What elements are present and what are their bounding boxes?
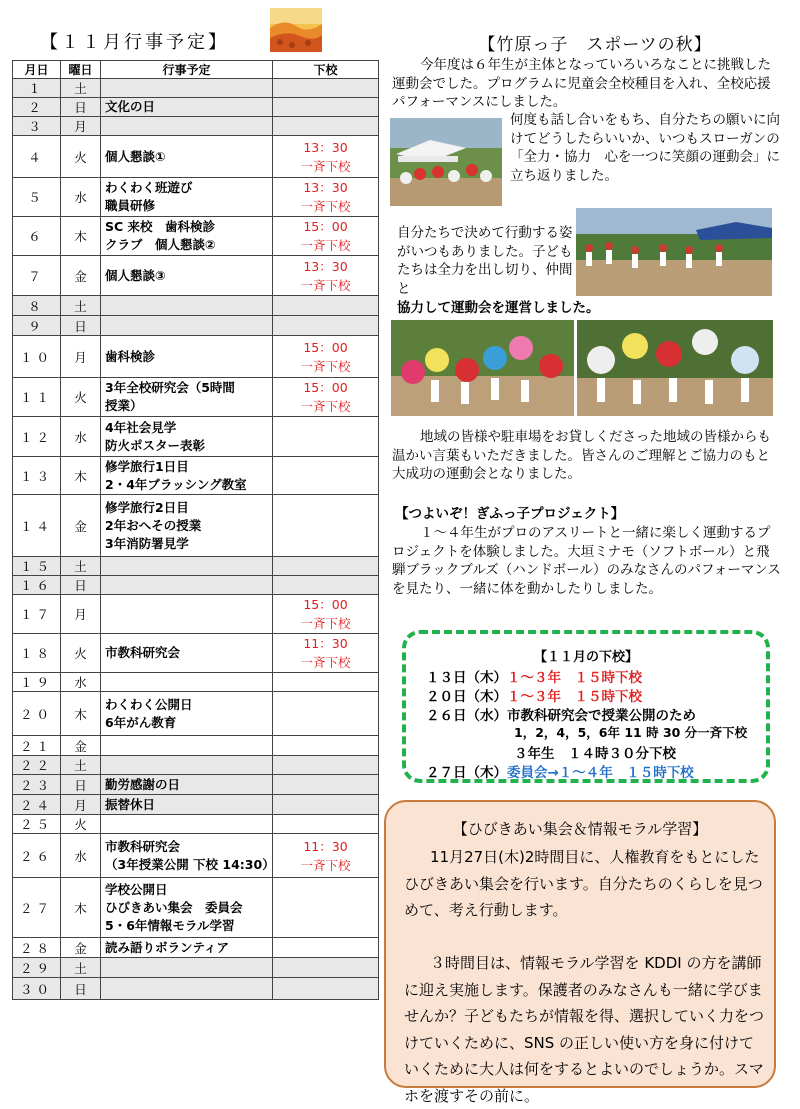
schedule-row: [13, 336, 379, 378]
row-dow: 月: [61, 336, 101, 378]
event-line: 3年全校研究会（5時間: [105, 380, 235, 395]
row-dismissal: [273, 673, 379, 692]
dismissal-line: 13：30: [303, 258, 348, 274]
row-dismissal: [273, 296, 379, 316]
event-line: 修学旅行2日目: [105, 499, 189, 515]
schedule-row: [13, 692, 379, 736]
sports-day-photo-field: [576, 208, 772, 296]
row-dismissal: [273, 576, 379, 595]
row-day: ２５: [13, 815, 61, 834]
row-dow: 火: [61, 378, 101, 417]
dismissal-line-27: [426, 761, 694, 781]
gifu-project-title: 【つよいぞ！ぎふっ子プロジェクト】: [395, 506, 625, 522]
schedule-body: [13, 79, 379, 1000]
sports-paragraph-intro: 今年度は６年生が主体となっていろいろなことに挑戦した運動会でした。プログラムに児童会全校種目を入れ、全校応援パフォーマンスにしました。: [392, 57, 771, 110]
schedule-row: [13, 795, 379, 815]
row-day: ５: [13, 178, 61, 217]
schedule-row: [13, 98, 379, 117]
header-dow: 曜日: [61, 61, 101, 79]
dismissal-note-13: １～３年 １５時下校: [507, 670, 642, 686]
row-day: ８: [13, 296, 61, 316]
row-event: [101, 178, 273, 217]
row-dismissal: [273, 557, 379, 576]
schedule-row: [13, 673, 379, 692]
row-dow: 土: [61, 557, 101, 576]
row-dow: 水: [61, 673, 101, 692]
row-dismissal: [273, 756, 379, 775]
row-day: ２: [13, 98, 61, 117]
row-event: [101, 834, 273, 878]
schedule-row: [13, 634, 379, 673]
schedule-row: [13, 378, 379, 417]
row-dow: 木: [61, 217, 101, 256]
event-line: 2年おへその授業: [105, 517, 202, 533]
dismissal-line: 一斉下校: [300, 199, 351, 214]
dismissal-date-27: ２７日（木）: [426, 765, 507, 781]
row-dismissal: [273, 79, 379, 98]
dismissal-line-26-third: ３年生 １４時３０分下校: [514, 746, 676, 762]
row-event: [101, 336, 273, 378]
row-event: [101, 815, 273, 834]
event-line: 個人懇談③: [105, 267, 166, 283]
dismissal-line: 一斉下校: [300, 358, 351, 374]
row-day: １６: [13, 576, 61, 595]
row-dow: 水: [61, 178, 101, 217]
row-day: ２２: [13, 756, 61, 775]
row-event: [101, 878, 273, 938]
row-dow: 土: [61, 296, 101, 316]
row-dismissal: [273, 595, 379, 634]
row-day: １５: [13, 557, 61, 576]
row-dow: 日: [61, 98, 101, 117]
row-dismissal: [273, 878, 379, 938]
event-line: ひびきあい集会 委員会: [105, 899, 243, 915]
schedule-row: [13, 834, 379, 878]
event-line: 職員研修: [105, 198, 156, 213]
row-dismissal: [273, 958, 379, 978]
row-day: ７: [13, 256, 61, 296]
dismissal-line: 一斉下校: [300, 857, 351, 873]
event-line: 修学旅行1日目: [105, 458, 189, 474]
event-line: 2・4年ブラッシング教室: [105, 476, 247, 492]
dismissal-date-20: ２０日（木）: [426, 689, 507, 705]
row-day: １９: [13, 673, 61, 692]
dismissal-line: 15：00: [303, 597, 348, 612]
dismissal-line: 一斉下校: [300, 399, 351, 414]
schedule-row: [13, 256, 379, 296]
row-dismissal: [273, 495, 379, 557]
header-event: 行事予定: [101, 61, 273, 79]
row-dow: 日: [61, 978, 101, 1000]
sports-paragraph-discussion: 何度も話し合いをもち、自分たちの願いに向けてどうしたらいいか、いつもスローガンの「全力・協力 心を一つに笑顔の運動会」に立ち返りました。: [510, 112, 780, 184]
row-dismissal: [273, 815, 379, 834]
row-dismissal: [273, 736, 379, 756]
dismissal-line: 15：00: [303, 380, 348, 395]
row-dow: 土: [61, 958, 101, 978]
row-event: [101, 117, 273, 136]
schedule-row: [13, 316, 379, 336]
schedule-row: [13, 958, 379, 978]
row-day: ２４: [13, 795, 61, 815]
event-line: クラブ 個人懇談②: [105, 237, 216, 252]
schedule-row: [13, 495, 379, 557]
row-event: [101, 495, 273, 557]
event-line: 5・6年情報モラル学習: [105, 917, 235, 933]
event-line: わくわく公開日: [105, 696, 193, 712]
schedule-row: [13, 775, 379, 795]
event-line: 勤労感謝の日: [105, 776, 181, 792]
schedule-row: [13, 136, 379, 178]
row-day: ２０: [13, 692, 61, 736]
row-day: １８: [13, 634, 61, 673]
header-day: 月日: [13, 61, 61, 79]
row-dismissal: [273, 256, 379, 296]
row-dow: 月: [61, 795, 101, 815]
dismissal-line: 一斉下校: [300, 655, 351, 670]
row-day: １０: [13, 336, 61, 378]
sports-paragraph-cooperation: 協力して運動会を運営しました。: [397, 300, 600, 316]
row-day: １３: [13, 457, 61, 495]
row-event: [101, 775, 273, 795]
row-dow: 金: [61, 736, 101, 756]
row-dismissal: [273, 117, 379, 136]
schedule-title: 【１１月行事予定】: [40, 32, 229, 53]
row-dismissal: [273, 417, 379, 457]
dismissal-line: 一斉下校: [300, 238, 351, 253]
row-day: ２９: [13, 958, 61, 978]
row-dow: 土: [61, 756, 101, 775]
dismissal-note-20: １～３年 １５時下校: [507, 689, 642, 705]
schedule-row: [13, 117, 379, 136]
row-event: [101, 557, 273, 576]
row-day: １２: [13, 417, 61, 457]
row-event: [101, 296, 273, 316]
row-day: ２８: [13, 938, 61, 958]
event-line: SC 来校 歯科検診: [105, 219, 216, 234]
schedule-table: [12, 60, 379, 1000]
row-event: [101, 673, 273, 692]
schedule-row: [13, 79, 379, 98]
event-line: 4年社会見学: [105, 419, 177, 435]
row-dismissal: [273, 692, 379, 736]
schedule-row: [13, 736, 379, 756]
schedule-row: [13, 878, 379, 938]
row-event: [101, 595, 273, 634]
row-event: [101, 978, 273, 1000]
row-dismissal: [273, 834, 379, 878]
row-dismissal: [273, 938, 379, 958]
schedule-row: [13, 217, 379, 256]
row-dow: 月: [61, 117, 101, 136]
row-day: ２３: [13, 775, 61, 795]
row-dismissal: [273, 457, 379, 495]
event-line: 授業）: [105, 398, 143, 413]
schedule-row: [13, 815, 379, 834]
row-dismissal: [273, 978, 379, 1000]
event-line: 防火ポスター表彰: [105, 437, 206, 453]
dismissal-line-26-grades: 1，2，4，5，6年 11 時 30 分一斉下校: [514, 725, 748, 740]
row-day: ３: [13, 117, 61, 136]
row-day: １: [13, 79, 61, 98]
event-line: 学校公開日: [105, 881, 168, 897]
row-dow: 火: [61, 815, 101, 834]
row-dismissal: [273, 98, 379, 117]
event-line: 個人懇談①: [105, 148, 166, 164]
row-event: [101, 692, 273, 736]
row-event: [101, 378, 273, 417]
dismissal-line: 一斉下校: [300, 277, 351, 293]
row-dow: 日: [61, 576, 101, 595]
row-dow: 金: [61, 495, 101, 557]
row-event: [101, 958, 273, 978]
row-dow: 日: [61, 775, 101, 795]
schedule-row: [13, 576, 379, 595]
event-line: わくわく班遊び: [105, 180, 193, 195]
hibikiai-event-box: [384, 800, 776, 1105]
row-dismissal: [273, 634, 379, 673]
schedule-row: [13, 938, 379, 958]
row-event: [101, 576, 273, 595]
row-day: ２７: [13, 878, 61, 938]
row-event: [101, 316, 273, 336]
row-day: ２１: [13, 736, 61, 756]
row-dow: 火: [61, 136, 101, 178]
event-line: 文化の日: [105, 99, 156, 114]
row-dow: 金: [61, 938, 101, 958]
sports-section-title: 【竹原っ子 スポーツの秋】: [478, 35, 712, 55]
autumn-landscape-illustration: [270, 8, 322, 52]
row-event: [101, 938, 273, 958]
row-event: [101, 98, 273, 117]
event-paragraph-moral-lesson: ３時間目は、情報モラル学習を KDDI の方を講師に迎え実施します。保護者のみなさんも一緒に学びませんか？子どもたちが情報を得、選択していく力をつけていくために、SNS の正しい使い方を身に付けていくために大人は何をするとよいのでしょうか。スマホを渡すその前に。: [404, 954, 765, 1105]
event-line: 市教科研究会: [105, 838, 181, 854]
schedule-row: [13, 595, 379, 634]
schedule-row: [13, 457, 379, 495]
schedule-row: [13, 417, 379, 457]
row-dow: 火: [61, 634, 101, 673]
row-dismissal: [273, 378, 379, 417]
row-dow: 木: [61, 457, 101, 495]
event-line: 市教科研究会: [105, 645, 181, 660]
row-dow: 水: [61, 834, 101, 878]
row-event: [101, 217, 273, 256]
row-day: １７: [13, 595, 61, 634]
row-dismissal: [273, 178, 379, 217]
schedule-row: [13, 756, 379, 775]
row-event: [101, 457, 273, 495]
dismissal-box-title: 【１１月の下校】: [533, 650, 638, 665]
gifu-project-paragraph: １～４年生がプロのアスリートと一緒に楽しく運動するプロジェクトを体験しました。大垣ミナモ（ソフトボール）と飛騨ブラックブルズ（ハンドボール）のみなさんのパフォーマンスを見たり、一緒に体を動かしたりしました。: [392, 525, 781, 597]
row-dow: 土: [61, 79, 101, 98]
row-event: [101, 795, 273, 815]
event-line: 振替休日: [105, 796, 156, 812]
row-day: ４: [13, 136, 61, 178]
row-dow: 金: [61, 256, 101, 296]
dismissal-line: 15：00: [303, 219, 348, 234]
row-day: １４: [13, 495, 61, 557]
event-line: 歯科検診: [105, 348, 156, 364]
row-day: ２６: [13, 834, 61, 878]
event-line: 読み語りボランティア: [105, 939, 230, 955]
row-dow: 月: [61, 595, 101, 634]
row-day: １１: [13, 378, 61, 417]
row-event: [101, 79, 273, 98]
dismissal-line: 一斉下校: [300, 158, 351, 174]
dismissal-line: 13：30: [303, 139, 348, 155]
row-event: [101, 136, 273, 178]
dismissal-line: 11：30: [303, 838, 348, 854]
schedule-row: [13, 296, 379, 316]
row-dismissal: [273, 775, 379, 795]
dismissal-line: 一斉下校: [300, 616, 351, 631]
sports-paragraph-action: 自分たちで決めて行動する姿がいつもありました。子どもたちは全力を出し切り、仲間と: [397, 225, 573, 297]
row-event: [101, 256, 273, 296]
row-dow: 日: [61, 316, 101, 336]
row-event: [101, 634, 273, 673]
row-event: [101, 417, 273, 457]
row-event: [101, 736, 273, 756]
dismissal-line-26: ２６日（水）市教科研究会で授業公開のため: [426, 708, 696, 724]
sports-paragraph-community: 地域の皆様や駐車場をお貸しくださった地域の皆様からも温かい言葉もいただきました。皆さんのご理解とご協力のもと大成功の運動会となりました。: [392, 429, 771, 482]
event-line: 6年がん教育: [105, 714, 177, 730]
row-event: [101, 756, 273, 775]
dismissal-line: 13：30: [303, 180, 348, 195]
dismissal-line-20: [426, 685, 642, 705]
dismissal-note-27: 委員会→１～４年 １５時下校: [507, 765, 694, 781]
sports-day-photo-tent: [390, 118, 502, 206]
row-dismissal: [273, 316, 379, 336]
sports-day-photo-pompoms-left: [391, 320, 574, 416]
schedule-header-row: [13, 61, 379, 79]
dismissal-line: 15：00: [303, 339, 348, 355]
schedule-row: [13, 178, 379, 217]
dismissal-line: 11：30: [303, 636, 348, 651]
row-dismissal: [273, 136, 379, 178]
schedule-row: [13, 557, 379, 576]
row-day: ３０: [13, 978, 61, 1000]
row-dismissal: [273, 217, 379, 256]
row-day: ６: [13, 217, 61, 256]
row-dow: 水: [61, 417, 101, 457]
row-dismissal: [273, 336, 379, 378]
schedule-row: [13, 978, 379, 1000]
event-box-title: 【ひびきあい集会＆情報モラル学習】: [452, 820, 708, 838]
row-dismissal: [273, 795, 379, 815]
sports-day-photo-pompoms-right: [577, 320, 773, 416]
november-dismissal-box: [402, 630, 770, 783]
event-line: 3年消防署見学: [105, 535, 189, 551]
dismissal-date-13: １３日（木）: [426, 670, 507, 686]
event-line: （3年授業公開 下校 14:30）: [105, 856, 275, 872]
row-dow: 木: [61, 692, 101, 736]
dismissal-line-13: [426, 666, 642, 686]
row-dow: 木: [61, 878, 101, 938]
event-paragraph-assembly: 11月27日(木)2時間目に、人権教育をもとにしたひびきあい集会を行います。自分たちのくらしを見つめて、考え行動します。: [404, 848, 763, 919]
header-dismissal: 下校: [273, 61, 379, 79]
row-day: ９: [13, 316, 61, 336]
